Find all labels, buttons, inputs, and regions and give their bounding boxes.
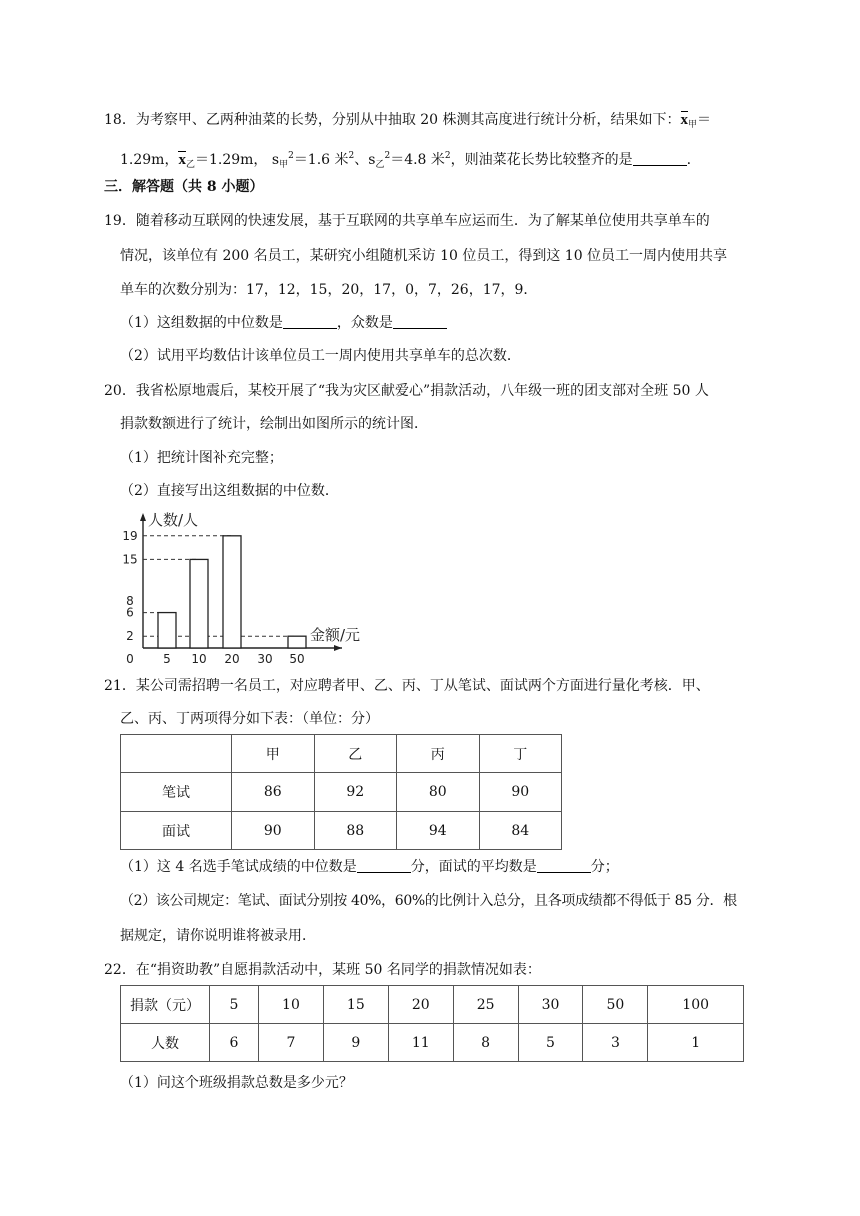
q22-part1: （1）问这个班级捐款总数是多少元？: [120, 1075, 353, 1091]
q19-p1a: （1）这组数据的中位数是: [120, 315, 283, 331]
bar: [158, 613, 176, 648]
sq-2: 2: [348, 151, 355, 161]
table-cell: 15: [323, 986, 388, 1024]
x-tick-label: 10: [191, 652, 207, 665]
sq-1: 2: [288, 151, 294, 161]
score-table: [120, 734, 562, 850]
y-tick-label: 15: [122, 552, 138, 567]
q20-line2: 捐款数额进行了统计，绘制出如图所示的统计图．: [120, 416, 428, 432]
q21-part1: [120, 857, 619, 877]
y-tick-label: 19: [122, 528, 138, 543]
q19-line1: 19．随着移动互联网的快速发展，基于互联网的共享单车应运而生．为了解某单位使用共享单车的: [104, 213, 710, 229]
q22-line1: 22．在“捐资助教”自愿捐款活动中，某班 50 名同学的捐款情况如表：: [104, 962, 541, 978]
sq-4: 2: [444, 151, 451, 161]
q18-line2: [120, 146, 691, 175]
table-cell: 8: [453, 1024, 518, 1062]
table-cell: 90: [232, 812, 315, 850]
q19-p1b: ，众数是: [336, 315, 393, 331]
table-cell: 94: [397, 812, 480, 850]
x-bar-yi: x: [178, 152, 186, 168]
q21-p1c: 分；: [590, 859, 619, 875]
table-cell: 92: [314, 773, 397, 812]
answer-blank: [537, 858, 591, 873]
table-cell: 丙: [397, 735, 480, 773]
table-header-row: [121, 735, 562, 773]
y-tick-label: 8: [126, 593, 134, 608]
table-cell: 5: [518, 1024, 583, 1062]
sq-3: 2: [384, 151, 391, 161]
answer-blank: [633, 151, 687, 166]
x-axis-arrow: [334, 645, 342, 651]
table-cell: 6: [210, 1024, 259, 1062]
table-cell: 乙: [314, 735, 397, 773]
s-yi: s: [368, 152, 376, 168]
table-cell: 80: [397, 773, 480, 812]
q18-end: .: [686, 152, 692, 168]
table-cell: 面试: [121, 812, 232, 850]
q20-part1: （1）把统计图补充完整；: [120, 450, 283, 466]
q21-line2: 乙、丙、丁两项得分如下表：（单位：分）: [120, 711, 379, 727]
q18-val1: 1.29m，: [120, 152, 179, 168]
x-bar-jia: x: [680, 112, 689, 128]
s-jia: s: [271, 152, 280, 168]
x-axis-title: 金额/元: [310, 626, 361, 644]
table-cell: 人数: [121, 1024, 210, 1062]
table-cell: 捐款（元）: [121, 986, 210, 1024]
answer-blank: [393, 314, 447, 329]
q20-line1: 20．我省松原地震后，某校开展了“我为灾区献爱心”捐款活动，八年级一班的团支部对全班 50 人: [104, 383, 709, 399]
q18-tail: ，则油菜花长势比较整齐的是: [450, 152, 633, 168]
bar: [190, 559, 208, 648]
y-tick-label: 6: [126, 605, 134, 620]
bar-chart: [110, 505, 370, 665]
table-cell: 7: [259, 1024, 324, 1062]
table-row: [121, 773, 562, 812]
table-row: [121, 812, 562, 850]
table-cell: [121, 735, 232, 773]
table-cell: 25: [453, 986, 518, 1024]
s-sub-jia: 甲: [279, 160, 289, 170]
table-cell: 84: [479, 812, 562, 850]
table-cell: 笔试: [121, 773, 232, 812]
q19-part1: [120, 313, 447, 333]
table-cell: 9: [323, 1024, 388, 1062]
answer-blank: [283, 314, 337, 329]
table-cell: 1: [648, 1024, 744, 1062]
y-tick-label: 2: [126, 629, 134, 644]
q21-p1b: 分，面试的平均数是: [410, 859, 537, 875]
q21-part2a: （2）该公司规定：笔试、面试分别按 40%，60%的比例计入总分，且各项成绩都不得低于 85 分．根: [120, 893, 737, 909]
table-cell: 20: [388, 986, 453, 1024]
q19-line3: 单车的次数分别为：17，12，15，20，17，0，7，26，17，9．: [120, 282, 538, 298]
q21-p1a: （1）这 4 名选手笔试成绩的中位数是: [120, 859, 357, 875]
bar: [288, 636, 306, 648]
x-tick-label: 5: [163, 652, 171, 665]
x-tick-label: 50: [289, 652, 305, 665]
table-cell: 11: [388, 1024, 453, 1062]
table-row: [121, 1024, 744, 1062]
table-cell: 丁: [479, 735, 562, 773]
table-cell: 30: [518, 986, 583, 1024]
q19-line2: 情况，该单位有 200 名员工，某研究小组随机采访 10 位员工，得到这 10 位员工一周内使用共享: [120, 248, 728, 264]
donation-table: [120, 985, 744, 1062]
table-row: [121, 986, 744, 1024]
y-axis-arrow: [140, 513, 146, 521]
s-sub-yi: 乙: [375, 160, 385, 170]
table-cell: 88: [314, 812, 397, 850]
q18-eq3: ＝1.6 米: [293, 152, 349, 168]
table-cell: 5: [210, 986, 259, 1024]
q18-eq1: ＝: [697, 112, 712, 128]
table-cell: 10: [259, 986, 324, 1024]
y-axis-title: 人数/人: [148, 511, 199, 529]
table-cell: 甲: [232, 735, 315, 773]
q18-eq2: ＝1.29m，: [194, 152, 268, 168]
x-tick-label: 20: [224, 652, 240, 665]
table-cell: 90: [479, 773, 562, 812]
q20-part2: （2）直接写出这组数据的中位数．: [120, 483, 339, 499]
q21-line1: 21．某公司需招聘一名员工，对应聘者甲、乙、丙、丁从笔试、面试两个方面进行量化考核．甲、: [104, 678, 710, 694]
answer-blank: [357, 858, 411, 873]
sub-jia: 甲: [688, 120, 698, 130]
sub-yi: 乙: [185, 160, 195, 170]
q18-text: 18．为考察甲、乙两种油菜的长势，分别从中抽取 20 株测其高度进行统计分析，结果如下：: [104, 112, 681, 128]
q18-eq4: ＝4.8 米: [390, 152, 445, 168]
table-cell: 100: [648, 986, 744, 1024]
origin-label: 0: [126, 652, 134, 665]
table-cell: 3: [583, 1024, 648, 1062]
q18-sep: 、: [354, 152, 369, 168]
q19-part2: （2）试用平均数估计该单位员工一周内使用共享单车的总次数．: [120, 348, 521, 364]
q18-line1: [104, 110, 711, 135]
section-heading: 三．解答题（共 8 小题）: [104, 179, 264, 195]
x-tick-label: 30: [257, 652, 273, 665]
table-cell: 50: [583, 986, 648, 1024]
q21-part2b: 据规定，请你说明谁将被录用．: [120, 928, 316, 944]
bar: [223, 536, 241, 648]
table-cell: 86: [232, 773, 315, 812]
